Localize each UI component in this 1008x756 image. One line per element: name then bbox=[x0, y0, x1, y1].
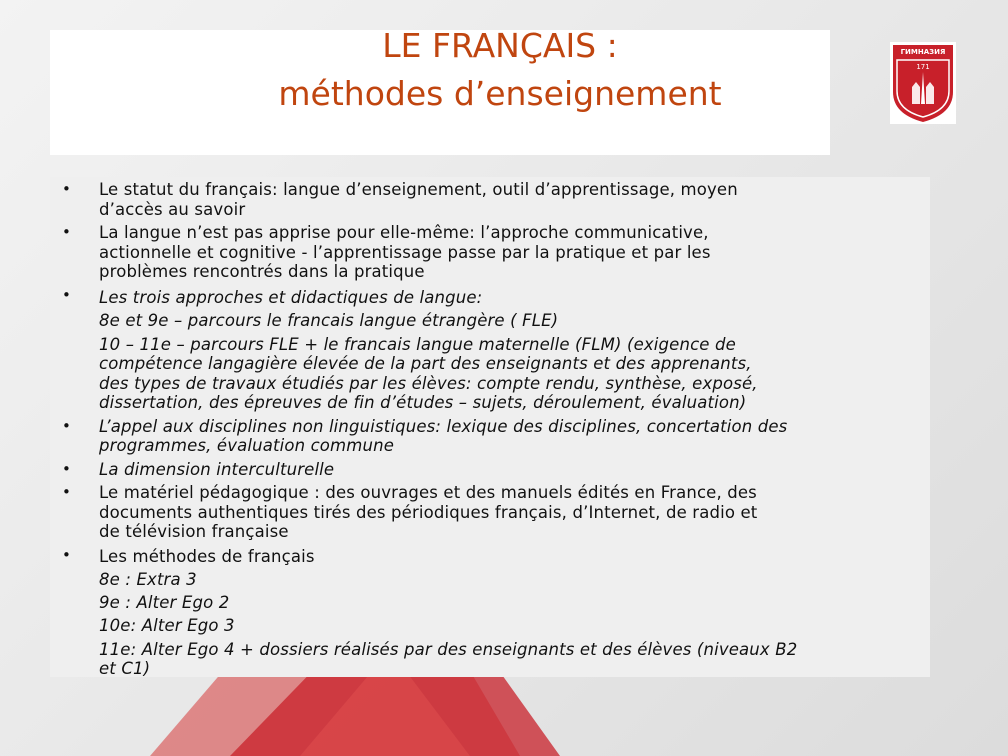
item-text: de télévision française bbox=[99, 522, 289, 541]
sub-item-text: des types de travaux étudiés par les élèves: compte rendu, synthèse, exposé, bbox=[99, 373, 758, 393]
item-text: documents authentiques tirés des périodiques français, d’Internet, de radio et bbox=[99, 502, 758, 522]
logo-text-top: ГИМНАЗИЯ bbox=[900, 48, 946, 56]
sub-item-text: 10 – 11e – parcours FLE + le francais langue maternelle (FLM) (exigence de bbox=[99, 334, 736, 354]
sub-item-text: 9e : Alter Ego 2 bbox=[99, 592, 230, 612]
list-item bbox=[62, 546, 922, 679]
bullet-marker: • bbox=[62, 545, 71, 564]
logo-text-num: 171 bbox=[916, 63, 930, 71]
item-text: La langue n’est pas apprise pour elle-même: l’approche communicative, bbox=[99, 223, 709, 242]
list-item bbox=[62, 460, 922, 480]
bullet-marker: • bbox=[62, 483, 71, 501]
sub-item-text: et C1) bbox=[99, 659, 151, 678]
item-text: L’appel aux disciplines non linguistiques: lexique des disciplines, concertation des bbox=[99, 416, 788, 436]
item-text: actionnelle et cognitive - l’apprentissage passe par la pratique et par les bbox=[99, 242, 711, 262]
list-item bbox=[62, 286, 922, 413]
list-item bbox=[62, 180, 922, 219]
list-item bbox=[62, 223, 922, 282]
item-text: Le matériel pédagogique : des ouvrages et des manuels édités en France, des bbox=[99, 483, 757, 502]
item-text: Les trois approches et didactiques de langue: bbox=[99, 287, 483, 307]
item-text: d’accès au savoir bbox=[99, 199, 246, 219]
slide-title bbox=[50, 22, 950, 118]
sub-item-text: dissertation, des épreuves de fin d’études – sujets, déroulement, évaluation) bbox=[99, 393, 747, 412]
item-text: Le statut du français: langue d’enseignement, outil d’apprentissage, moyen bbox=[99, 180, 738, 199]
title-line-2: méthodes d’enseignement bbox=[278, 74, 722, 113]
bullet-marker: • bbox=[62, 285, 71, 304]
sub-item-text: 8e : Extra 3 bbox=[99, 569, 197, 589]
list-item bbox=[62, 417, 922, 456]
bullet-list bbox=[62, 180, 922, 679]
bullet-marker: • bbox=[62, 459, 71, 478]
sub-item-text: 10e: Alter Ego 3 bbox=[99, 615, 235, 635]
school-crest-logo bbox=[890, 42, 956, 124]
bullet-marker: • bbox=[62, 416, 71, 435]
list-item bbox=[62, 483, 922, 542]
bullet-marker: • bbox=[62, 180, 71, 198]
sub-item-text: 8e et 9e – parcours le francais langue étrangère ( FLE) bbox=[99, 310, 559, 330]
item-text: La dimension interculturelle bbox=[99, 459, 335, 479]
item-text: Les méthodes de français bbox=[99, 546, 315, 566]
item-text: problèmes rencontrés dans la pratique bbox=[99, 262, 425, 281]
bullet-marker: • bbox=[62, 223, 71, 241]
sub-item-text: compétence langagière élevée de la part des enseignants et des apprenants, bbox=[99, 354, 752, 373]
title-line-1: LE FRANÇAIS : bbox=[382, 26, 618, 65]
sub-item-text: 11e: Alter Ego 4 + dossiers réalisés par des enseignants et des élèves (niveaux B2 bbox=[99, 639, 798, 659]
item-text: programmes, évaluation commune bbox=[99, 436, 395, 455]
